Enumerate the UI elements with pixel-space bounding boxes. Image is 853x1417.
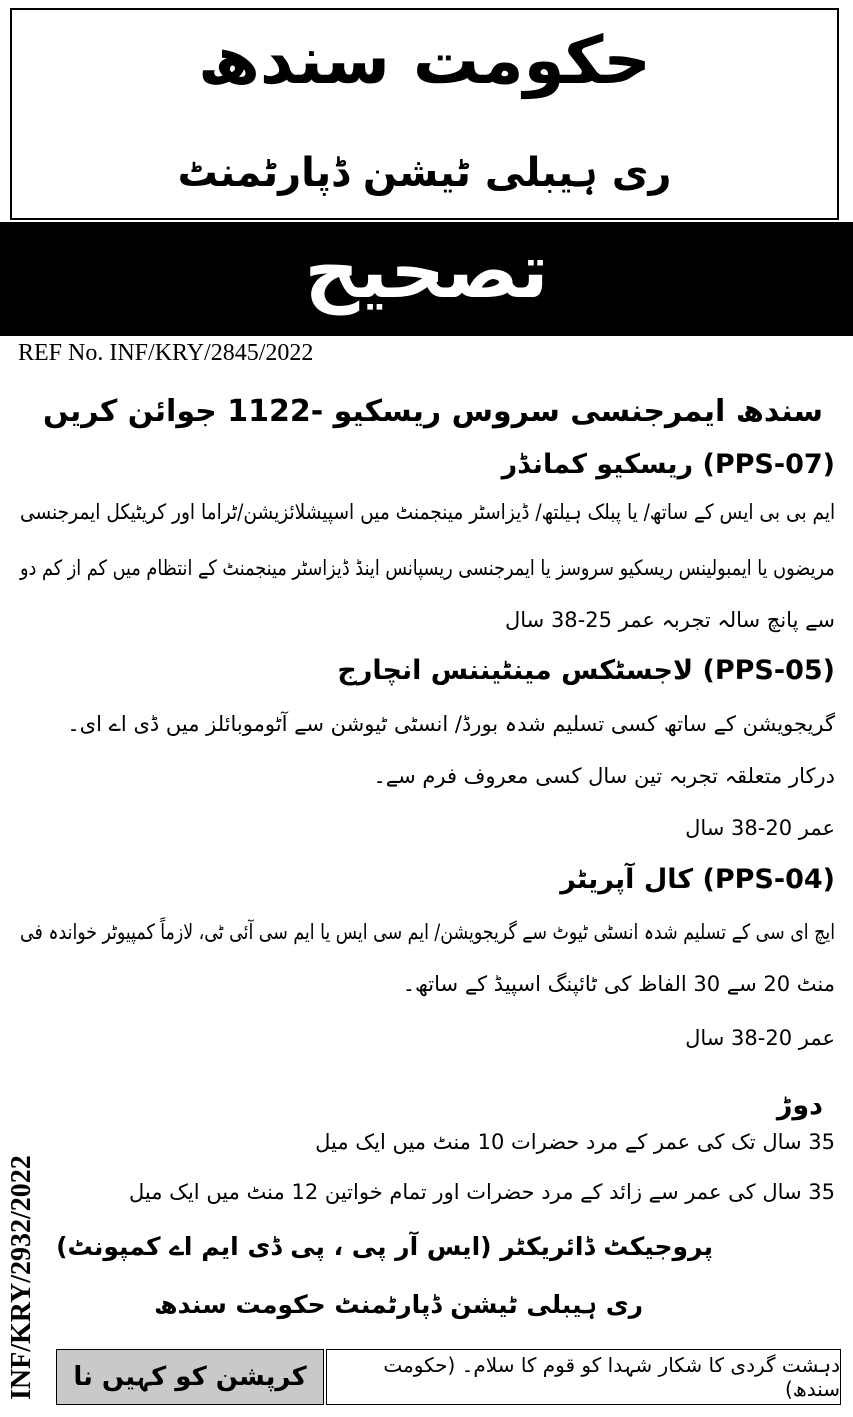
reference-number: REF No. INF/KRY/2845/2022 [18,340,314,366]
position-detail-line: سے پانچ سالہ تجربہ عمر 25-38 سال [505,608,835,632]
position-detail-line: ایچ ای سی کے تسلیم شدہ انسٹی ٹیوٹ سے گریجویشن/ ایم سی ایس یا ایم سی آئی ٹی، لازماً کمپیوٹر خواندہ فی [19,920,835,944]
position-detail-line: مریضوں یا ایمبولینس ریسکیو سروسز یا ایمرجنسی ریسپانس اینڈ ڈیزاسٹر مینجمنٹ کے انتظام میں کم از کم دو [20,556,835,580]
signature-line: پروجیکٹ ڈائریکٹر (ایس آر پی ، پی ڈی ایم اے کمپونٹ) [56,1232,713,1261]
position-detail-line: درکار متعلقہ تجربہ تین سال کسی معروف فرم سے۔ [373,764,835,788]
position-detail-line: گریجویشن کے ساتھ کسی تسلیم شدہ بورڈ/ انسٹی ٹیوشن سے آٹوموبائلز میں ڈی اے ای۔ [67,712,835,736]
main-heading: سندھ ایمرجنسی سروس ریسکیو -1122 جوائن کریں [42,394,823,429]
position-title: (PPS-05) لاجسٹکس مینٹیننس انچارج [337,655,835,686]
vertical-reference-number: INF/KRY/2932/2022 [6,1155,37,1400]
position-title: (PPS-07) ریسکیو کمانڈر [501,449,835,480]
position-detail-line: منٹ 20 سے 30 الفاظ کی ٹائپنگ اسپیڈ کے ساتھ۔ [402,972,835,996]
signature-line: ری ہیبلی ٹیشن ڈپارٹمنٹ حکومت سندھ [154,1290,643,1319]
race-line: 35 سال کی عمر سے زائد کے مرد حضرات اور تمام خواتین 12 منٹ میں ایک میل [129,1180,835,1204]
corrigendum-title: تصحیح [304,226,549,315]
position-detail-line: ایم بی بی ایس کے ساتھ/ یا پبلک ہیلتھ/ ڈیزاسٹر مینجمنٹ میں اسپیشلائزیشن/ٹراما اور کریٹیکل ایمرجنسی [19,500,835,524]
race-line: 35 سال تک کی عمر کے مرد حضرات 10 منٹ میں ایک میل [315,1130,835,1154]
department-title: ری ہیبلی ٹیشن ڈپارٹمنٹ [177,150,672,196]
race-title: دوڑ [776,1090,823,1121]
government-title: حکومت سندھ [198,22,651,99]
position-detail-line: عمر 20-38 سال [685,816,835,840]
position-detail-line: عمر 20-38 سال [685,1026,835,1050]
tribute-box: دہشت گردی کا شکار شہدا کو قوم کا سلام۔ (حکومت سندھ) [326,1349,841,1405]
position-title: (PPS-04) کال آپریٹر [560,864,835,895]
anti-corruption-box: کرپشن کو کہیں نا [56,1349,324,1405]
